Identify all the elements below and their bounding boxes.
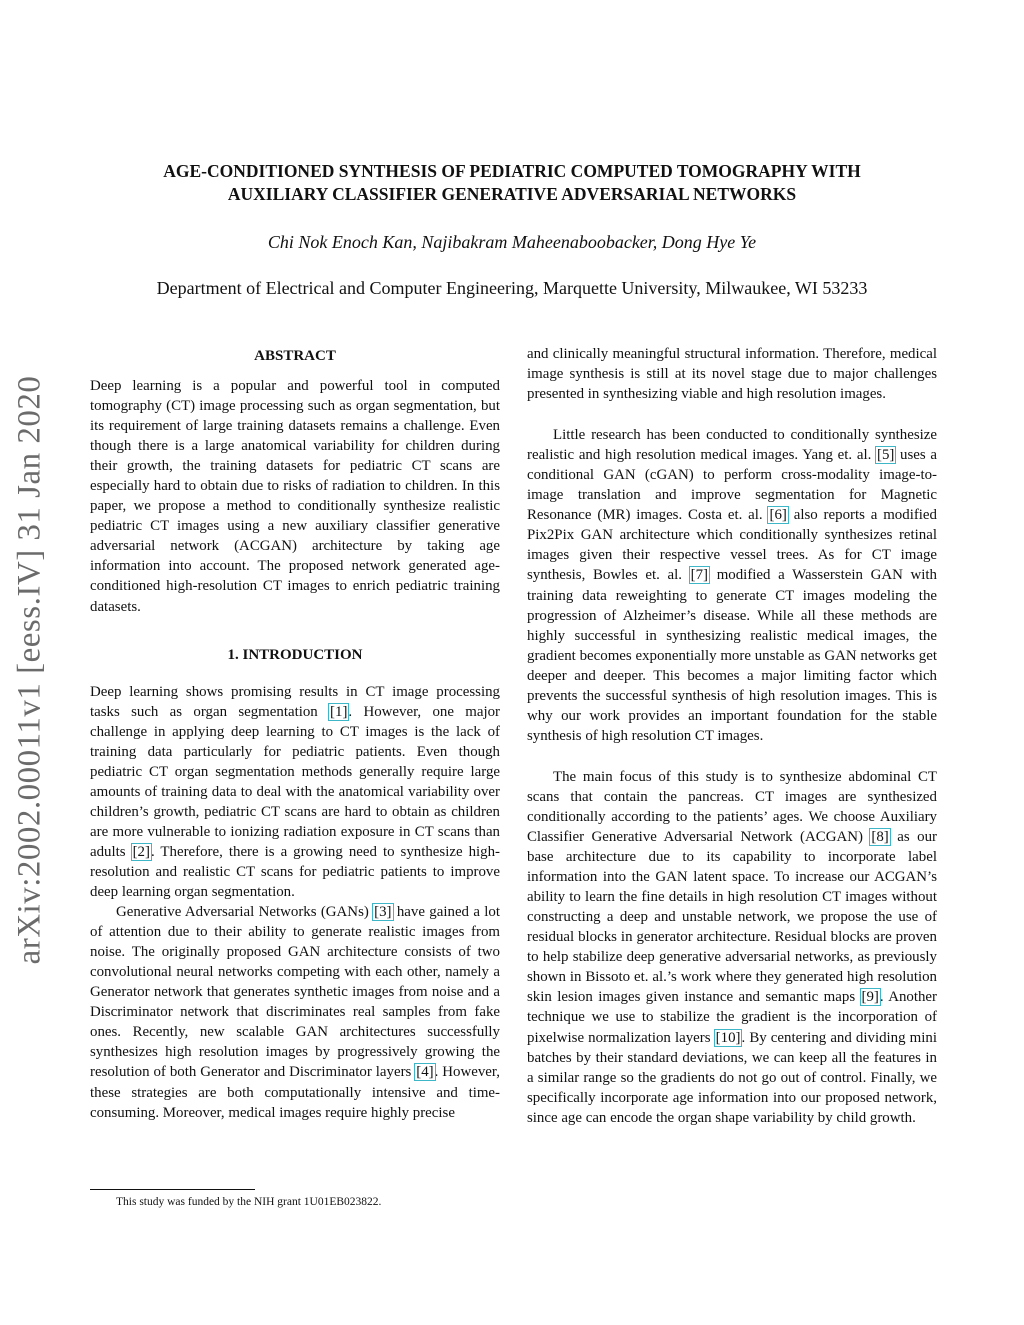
citation-link-9[interactable]: [9] [861, 989, 879, 1006]
citation-link-8[interactable]: [8] [871, 829, 889, 846]
text-run: . Therefore, there is a growing need to synthesize high-resolution and realistic CT scans for pediatric patients to improve deep learning organ segmentation. [90, 843, 501, 901]
citation-link-2[interactable]: [2] [132, 843, 150, 860]
text-run: uses a conditional GAN (cGAN) to perform cross-modality image-to-image translation and improve segmentation for Magnetic Resonance (MR) images. Costa et. al. [527, 447, 937, 524]
text-run: also reports a modified Pix2Pix GAN architecture which conditionally synthesizes retinal images given their respective vessel trees. As for CT image synthesis, Bowles et. al. [527, 507, 937, 584]
text-run: . However, one major challenge in applying deep learning to CT images is the lack of training data particularly for pediatric patients. Even though pediatric CT organ segmentation methods generally require large amounts of training data to deal with the anatomical variability over children’s growth, pediatric CT scans are hard to obtain as children are more vulnerable to ionizing radiation exposure in CT scans than adults [90, 703, 500, 860]
text-run: . Another technique we use to stabilize the gradient is the incorporation of pixelwise normalization layers [527, 989, 938, 1046]
arxiv-identifier-stamp [0, 360, 60, 980]
abstract-heading: ABSTRACT [254, 348, 336, 364]
text-run: . However, these strategies are both computationally intensive and time-consuming. Moreover, medical images require highly precise [90, 1064, 500, 1121]
intro-paragraph-1 [90, 682, 500, 903]
intro-paragraph-5 [527, 767, 937, 1128]
citation-link-10[interactable]: [10] [715, 1029, 741, 1046]
arxiv-id-text: arXiv:2002.00011v1 [eess.IV] 31 Jan 2020 [11, 375, 48, 965]
paper-title [100, 160, 924, 206]
left-column [90, 344, 500, 1123]
affiliation: Department of Electrical and Computer Engineering, Marquette University, Milwaukee, WI 53233 [156, 278, 868, 298]
abstract-text: Deep learning is a popular and powerful tool in computed tomography (CT) image processing such as organ segmentation, but its requirement of large training datasets remains a challenge. Even though there is a large anatomical variability for children during their growth, the training datasets for pediatric CT scans are especially hard to obtain due to risks of radiation to children. In this paper, we propose a method to conditionally synthesize realistic pediatric CT images using a new auxiliary classifier generative adversarial network (ACGAN) architecture by taking age information into account. The proposed network generated age-conditioned high-resolution CT images to enrich pediatric training datasets. [90, 378, 500, 615]
citation-link-6[interactable]: [6] [769, 507, 787, 524]
intro-paragraph-4 [527, 425, 937, 746]
title-line-1: AGE-CONDITIONED SYNTHESIS OF PEDIATRIC COMPUTED TOMOGRAPHY WITH [163, 161, 861, 181]
citation-link-4[interactable]: [4] [416, 1064, 434, 1081]
citation-link-5[interactable]: [5] [877, 447, 895, 464]
text-run: modified a Wasserstein GAN with training data reweighting to generate CT images modeling the progression of Alzheimer’s disease. While all these methods are highly successful in synthesizing realistic medical images, the gradient becomes exponentially more unstable as GAN networks get deeper and deeper. This becomes a major limiting factor which prevents the successful synthesis of high resolution images. This is why our work provides an important foundation for the stable synthesis of high resolution CT images. [527, 567, 938, 744]
introduction-heading: 1. INTRODUCTION [227, 646, 363, 663]
right-column [527, 344, 937, 1128]
text-run: as our base architecture due to its capability to incorporate label information into the GAN latent space. To increase our ACGAN’s ability to learn the fine details in high resolution CT images without constructing a deep and unstable network, we propose the use of residual blocks in generator architecture. Residual blocks are proven to help stabilize deep generative adversarial networks, as previously shown in Bissoto et. al.’s work where they generated high resolution skin lesion images given instance and semantic maps [527, 829, 937, 1006]
text-run: Deep learning shows promising results in CT image processing tasks such as organ segmentation [90, 683, 500, 720]
citation-link-1[interactable]: [1] [330, 703, 348, 720]
intro-paragraph-2 [90, 902, 500, 1123]
funding-footnote: This study was funded by the NIH grant 1U01EB023822. [116, 1196, 382, 1208]
text-run: Little research has been conducted to conditionally synthesize realistic and high resolution medical images. Yang et. al. [527, 427, 937, 464]
text-run: The main focus of this study is to synthesize abdominal CT scans that contain the pancreas. CT images are synthesized conditionally according to the patients’ ages. We choose Auxiliary Classifier Generative Adversarial Network (ACGAN) [527, 768, 937, 846]
intro-paragraph-3: and clinically meaningful structural information. Therefore, medical image synthesis is still at its novel stage due to major challenges presented in synthesizing viable and high resolution images. [527, 346, 937, 403]
citation-link-7[interactable]: [7] [690, 567, 709, 584]
text-run: . By centering and dividing mini batches by their standard deviations, we can keep all the features in a similar range so the gradients do not go out of control. Finally, we specifically incorporate age information into our proposed network, since age can encode the organ shape variability by child growth. [527, 1029, 937, 1126]
citation-link-3[interactable]: [3] [374, 904, 392, 921]
author-list: Chi Nok Enoch Kan, Najibakram Maheenaboobacker, Dong Hye Ye [267, 232, 757, 252]
footnote-divider [90, 1189, 255, 1190]
text-run: Generative Adversarial Networks (GANs) [116, 904, 374, 921]
title-line-2: AUXILIARY CLASSIFIER GENERATIVE ADVERSARIAL NETWORKS [227, 184, 797, 204]
text-run: have gained a lot of attention due to their ability to generate realistic images from noise. The originally proposed GAN architecture consists of two convolutional neural networks competing with each other, namely a Generator network that generates synthetic images from noise and a Discriminator network that discriminates real samples from fake ones. Recently, new scalable GAN architectures successfully synthesizes high resolution images by progressively growing the resolution of both Generator and Discriminator layers [90, 904, 500, 1081]
